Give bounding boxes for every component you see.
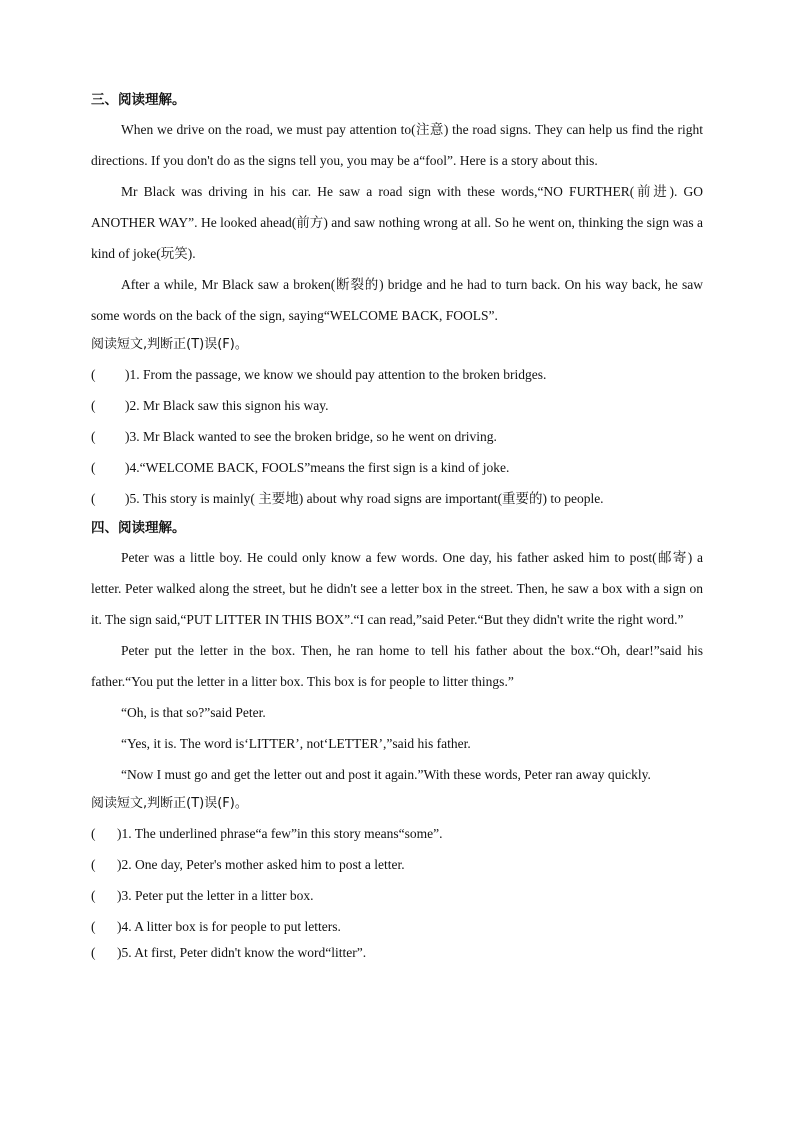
question-text: 5. At first, Peter didn't know the word“litter”. (121, 945, 367, 960)
answer-blank[interactable]: ( (91, 367, 96, 382)
question-item: ( )2. One day, Peter's mother asked him to post a letter. (91, 849, 703, 880)
answer-blank[interactable]: ( (91, 460, 96, 475)
question-text: 1. The underlined phrase“a few”in this story means“some”. (121, 826, 443, 841)
answer-blank[interactable]: ( (91, 945, 96, 960)
passage-paragraph: Mr Black was driving in his car. He saw a road sign with these words,“NO FURTHER(前进). GO ANOTHER WAY”. He looked ahead(前方) and saw nothing wrong at all. So he went on, thinking the sign was a kind of joke(玩笑). (91, 184, 703, 261)
question-item: ( )5. At first, Peter didn't know the word“litter”. (91, 942, 703, 964)
question-item: ( )5. This story is mainly( 主要地) about why road signs are important(重要的) to people. (91, 483, 703, 514)
worksheet-page (91, 86, 703, 964)
answer-blank[interactable]: ( (91, 857, 96, 872)
answer-blank[interactable]: ( (91, 429, 96, 444)
instruction: 阅读短文,判断正(T)误(F)。 (91, 337, 248, 352)
question-item: ( )4. A litter box is for people to put letters. (91, 911, 703, 942)
answer-blank[interactable]: ( (91, 491, 96, 506)
question-item: ( )4.“WELCOME BACK, FOOLS”means the first sign is a kind of joke. (91, 452, 703, 483)
answer-blank[interactable]: ( (91, 826, 96, 841)
question-text: 2. One day, Peter's mother asked him to post a letter. (121, 857, 405, 872)
question-text: 3. Mr Black wanted to see the broken bridge, so he went on driving. (129, 429, 497, 444)
question-text: 4.“WELCOME BACK, FOOLS”means the first sign is a kind of joke. (129, 460, 510, 475)
question-text: 3. Peter put the letter in a litter box. (121, 888, 314, 903)
answer-blank[interactable]: ( (91, 888, 96, 903)
question-item: ( )3. Mr Black wanted to see the broken bridge, so he went on driving. (91, 421, 703, 452)
passage-paragraph: “Oh, is that so?”said Peter. (121, 705, 266, 720)
question-text: 4. A litter box is for people to put letters. (121, 919, 341, 934)
passage-paragraph: After a while, Mr Black saw a broken(断裂的) bridge and he had to turn back. On his way back, he saw some words on the back of the sign, saying“WELCOME BACK, FOOLS”. (91, 277, 703, 323)
question-item: ( )2. Mr Black saw this signon his way. (91, 390, 703, 421)
passage-paragraph: “Now I must go and get the letter out and post it again.”With these words, Peter ran away quickly. (121, 767, 651, 782)
section-heading-3: 三、阅读理解。 (91, 92, 186, 108)
passage-paragraph: “Yes, it is. The word is‘LITTER’, not‘LETTER’,”said his father. (121, 736, 471, 751)
instruction: 阅读短文,判断正(T)误(F)。 (91, 796, 248, 811)
passage-paragraph: Peter put the letter in the box. Then, he ran home to tell his father about the box.“Oh, dear!”said his father.“You put the letter in a litter box. This box is for people to litter things.” (91, 643, 703, 689)
passage-paragraph: When we drive on the road, we must pay attention to(注意) the road signs. They can help us find the right directions. If you don't do as the signs tell you, you may be a“fool”. Here is a story about this. (91, 122, 703, 168)
question-item: ( )1. The underlined phrase“a few”in this story means“some”. (91, 818, 703, 849)
passage-paragraph: Peter was a little boy. He could only know a few words. One day, his father asked him to post(邮寄) a letter. Peter walked along the street, but he didn't see a letter box in the street. Then, he saw a box with a sign on it. The sign said,“PUT LITTER IN THIS BOX”.“I can read,”said Peter.“But they didn't write the right word.” (91, 550, 703, 627)
question-item: ( )1. From the passage, we know we should pay attention to the broken bridges. (91, 359, 703, 390)
question-text: 5. This story is mainly( 主要地) about why road signs are important(重要的) to people. (129, 491, 604, 506)
question-item: ( )3. Peter put the letter in a litter box. (91, 880, 703, 911)
answer-blank[interactable]: ( (91, 398, 96, 413)
question-text: 2. Mr Black saw this signon his way. (129, 398, 329, 413)
question-text: 1. From the passage, we know we should pay attention to the broken bridges. (129, 367, 547, 382)
section-heading-4: 四、阅读理解。 (91, 520, 186, 536)
answer-blank[interactable]: ( (91, 919, 96, 934)
